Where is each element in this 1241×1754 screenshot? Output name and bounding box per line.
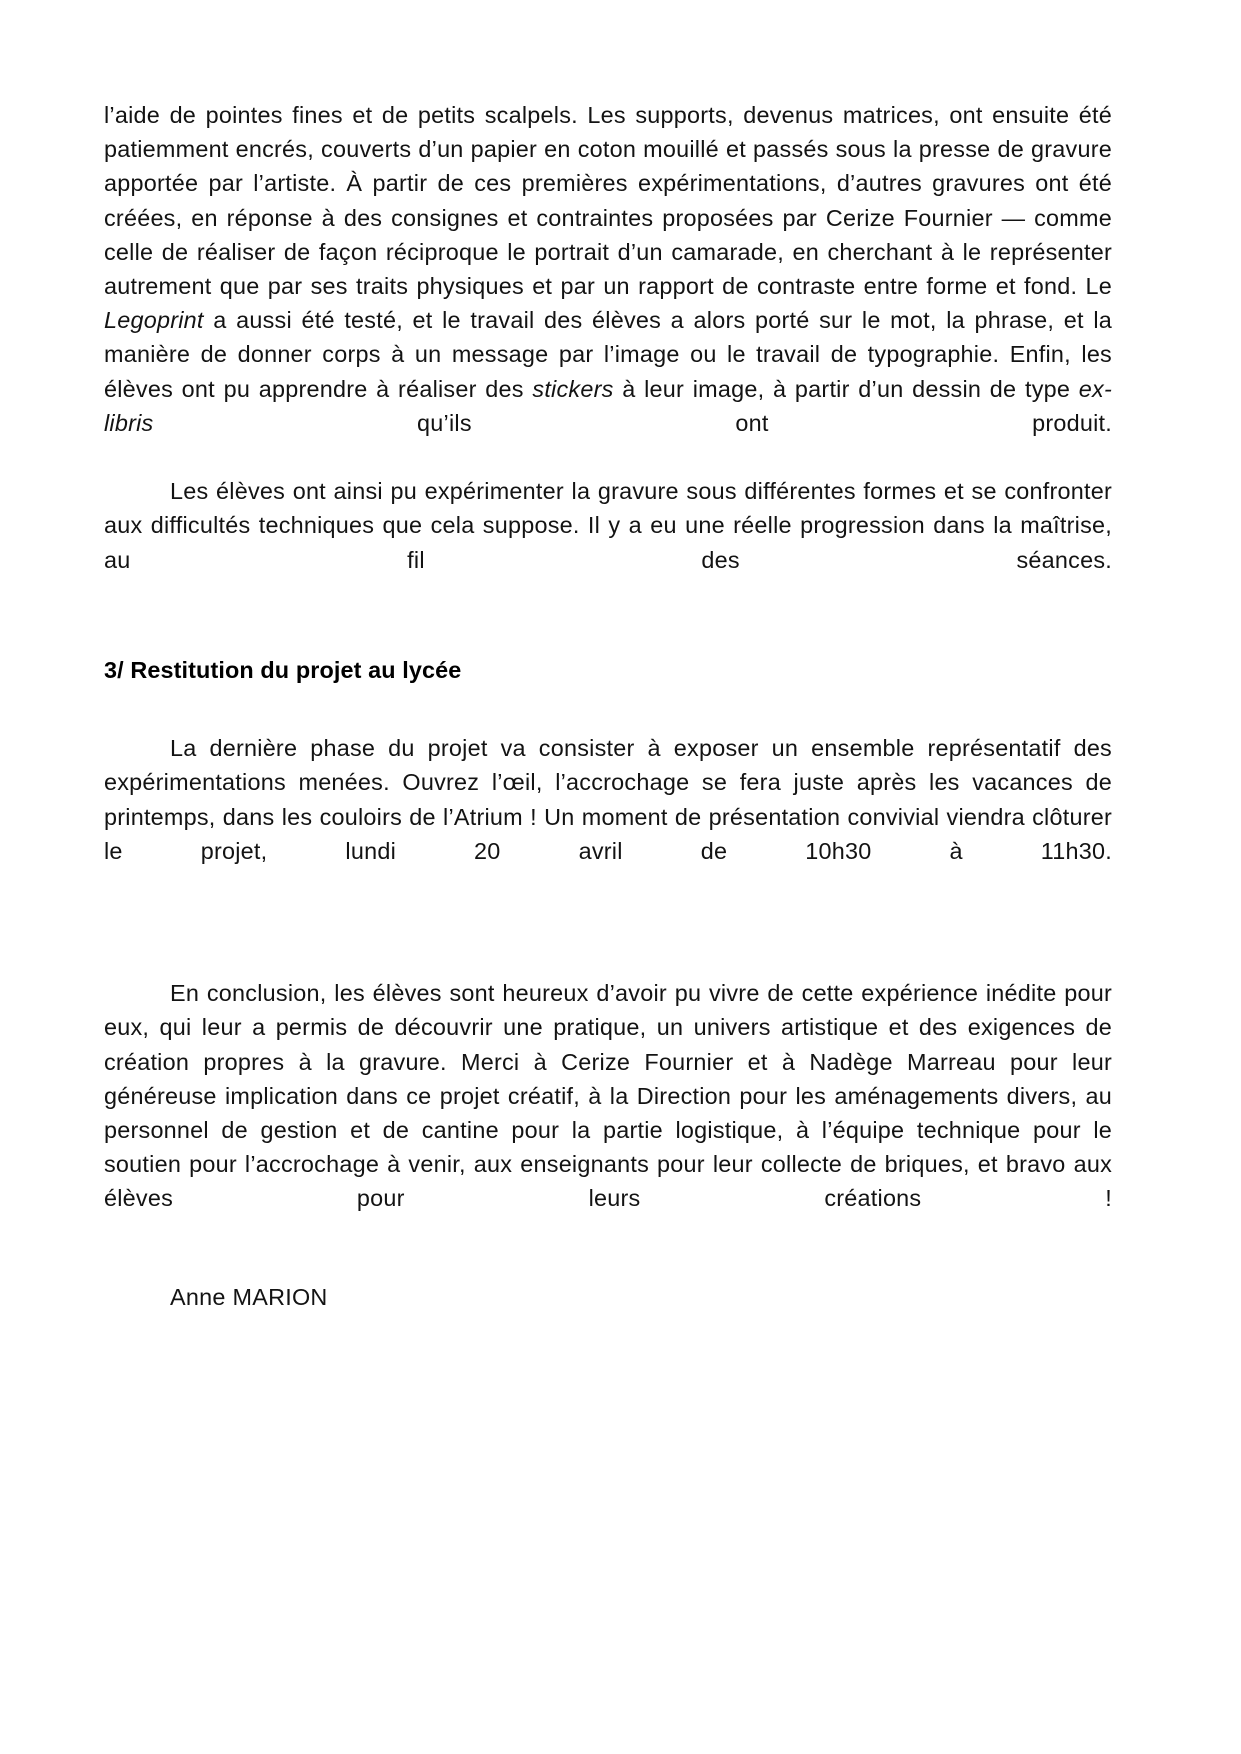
author-signature: Anne MARION [170,1283,328,1310]
paragraph-1-part-3: à leur image, à partir d’un dessin de type [613,375,1079,402]
paragraph-final-phase: La dernière phase du projet va consister à exposer un ensemble représentatif des expérimentations menées. Ouvrez l’œil, l’accrochage se fera juste après les vacances de printemps, dans les couloirs de l’Atrium ! Un moment de présentation convivial viendra clôturer le projet, lundi 20 avril de 10h30 à 11h30. [104,735,1112,864]
paragraph-1-italic-legoprint: Legoprint [104,307,204,334]
spacer-before-heading [104,611,1112,653]
paragraph-1-italic-stickers: stickers [532,375,614,402]
paragraph-conclusion: En conclusion, les élèves sont heureux d’avoir pu vivre de cette expérience inédite pour eux, qui leur a permis de découvrir une pratique, un univers artistique et des exigences de création propres à la gravure. Merci à Cerize Fournier et à Nadège Marreau pour leur généreuse implication dans ce projet créatif, à la Direction pour les aménagements divers, au personnel de gestion et de cantine pour la partie logistique, à l’équipe technique pour le soutien pour l’accrochage à venir, aux enseignants pour leur collecte de briques, et bravo aux élèves pour leurs créations ! [104,980,1112,1212]
document-body [104,98,1112,1314]
paragraph-1-part-1: l’aide de pointes fines et de petits scalpels. Les supports, devenus matrices, ont ensuite été patiemment encrés, couverts d’un papier en coton mouillé et passés sous la presse de gravure apportée par l’artiste. À partir de ces premières expérimentations, d’autres gravures ont été créées, en réponse à des consignes et contraintes proposées par Cerize Fournier — comme celle de réaliser de façon réciproque le portrait d’un camarade, en cherchant à le représenter autrement que par ses traits physiques et par un rapport de contraste entre forme et fond. Le [104,102,1112,300]
paragraph-1-part-4: qu’ils ont produit. [153,409,1112,436]
spacer-after-heading [104,687,1112,731]
paragraph-1-part-2: a aussi été testé, et le travail des élèves a alors porté sur le mot, la phrase, et la manière de donner corps à un message par l’image ou le travail de typographie. Enfin, les élèves ont pu apprendre à réaliser des [104,307,1112,402]
section-heading-restitution: 3/ Restitution du projet au lycée [104,657,462,684]
paragraph-students-experience: Les élèves ont ainsi pu expérimenter la gravure sous différentes formes et se confronter aux difficultés techniques que cela suppose. Il y a eu une réelle progression dans la maîtrise, au fil des séances. [104,478,1112,573]
spacer-before-signature [104,1250,1112,1280]
spacer-before-conclusion [104,902,1112,976]
paragraph-continuation [104,98,1112,474]
paragraph-1-italic-ex-libris: ex-libris [104,375,1112,436]
